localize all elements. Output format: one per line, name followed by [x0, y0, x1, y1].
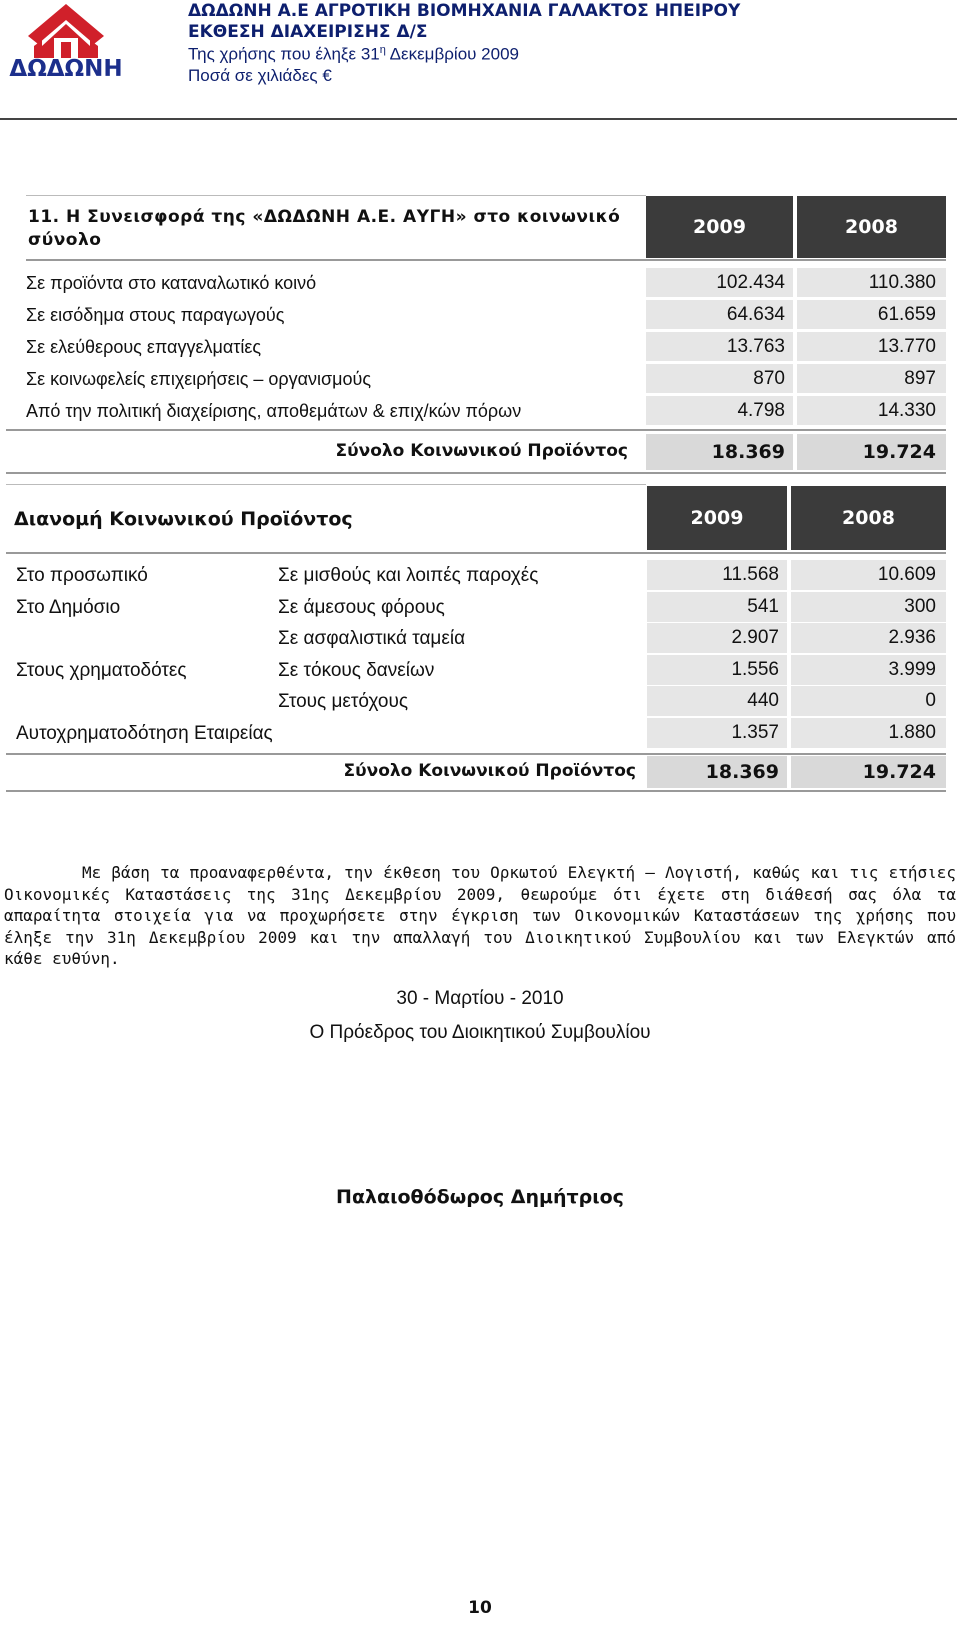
table2-group-label: Στο προσωπικό [16, 565, 148, 586]
table1-value-2009: 13.763 [646, 332, 793, 361]
table2-value-2008: 0 [791, 686, 946, 716]
table1-value-2008: 13.770 [797, 332, 946, 361]
table2-item-label: Σε τόκους δανείων [278, 660, 435, 681]
period-superscript: η [379, 44, 386, 56]
table2-item-label: Σε ασφαλιστικά ταμεία [278, 628, 466, 649]
table2-group-label: Στο Δημόσιο [16, 597, 121, 618]
report-title: ΕΚΘΕΣΗ ΔΙΑΧΕΙΡΙΣΗΣ Δ/Σ [188, 22, 428, 42]
table2-value-2009: 2.907 [647, 623, 787, 653]
table2-top-rule [6, 484, 646, 485]
table1-total-label: Σύνολο Κοινωνικού Προϊόντος [335, 441, 628, 461]
table2-item-label: Σε μισθούς και λοιπές παροχές [278, 565, 539, 586]
header-divider [0, 118, 957, 120]
table1-total-2008: 19.724 [797, 434, 946, 470]
table-row: Από την πολιτική διαχείρισης, αποθεμάτων & επιχ/κών πόρων [26, 401, 522, 421]
table1-value-2008: 14.330 [797, 396, 946, 425]
table2-value-2008: 1.880 [791, 718, 946, 748]
table2-item-label: Στους μετόχους [278, 691, 409, 712]
page-number: 10 [468, 1598, 492, 1618]
logo-wordmark: ΔΩΔΩΝΗ [9, 56, 123, 82]
table2-value-2008: 3.999 [791, 655, 946, 685]
table1-header-rule [26, 259, 946, 261]
table1-value-2008: 110.380 [797, 268, 946, 297]
table2-col-2009: 2009 [647, 486, 787, 550]
table2-total-2008: 19.724 [791, 756, 946, 788]
table2-value-2008: 300 [791, 592, 946, 622]
table1-value-2009: 4.798 [646, 396, 793, 425]
signature-date: 30 - Μαρτίου - 2010 [396, 988, 564, 1009]
table2-title: Διανομή Κοινωνικού Προϊόντος [14, 508, 353, 530]
table1-col-2009: 2009 [646, 196, 793, 258]
table2-total-top-rule [6, 753, 946, 755]
table1-value-2009: 870 [646, 364, 793, 393]
table2-group-label: Αυτοχρηματοδότηση Εταιρείας [16, 723, 273, 744]
table2-value-2009: 541 [647, 592, 787, 622]
signer-name: Παλαιοθόδωρος Δημήτριος [336, 1186, 624, 1208]
currency-note: Ποσά σε χιλιάδες € [188, 66, 332, 85]
table2-value-2008: 2.936 [791, 623, 946, 653]
table2-col-2008: 2008 [791, 486, 946, 550]
company-name: ΔΩΔΩΝΗ Α.Ε ΑΓΡΟΤΙΚΗ ΒΙΟΜΗΧΑΝΙΑ ΓΑΛΑΚΤΟΣ ΗΠΕΙΡΟΥ [188, 1, 741, 21]
table-row: Σε κοινωφελείς επιχειρήσεις – οργανισμούς [26, 369, 372, 389]
table1-value-2008: 61.659 [797, 300, 946, 329]
signer-title: Ο Πρόεδρος του Διοικητικού Συμβουλίου [309, 1022, 651, 1043]
table1-value-2009: 64.634 [646, 300, 793, 329]
table2-bottom-rule [6, 790, 946, 792]
company-logo [6, 2, 124, 84]
table2-total-label: Σύνολο Κοινωνικού Προϊόντος [343, 761, 636, 781]
table2-item-label: Σε άμεσους φόρους [278, 597, 445, 618]
table2-value-2008: 10.609 [791, 560, 946, 590]
table1-value-2009: 102.434 [646, 268, 793, 297]
table1-value-2008: 897 [797, 364, 946, 393]
table-row: Σε προϊόντα στο καταναλωτικό κοινό [26, 273, 317, 293]
period-prefix: Της χρήσης που έληξε 31 [188, 44, 380, 64]
table2-value-2009: 440 [647, 686, 787, 716]
table1-total-2009: 18.369 [646, 434, 793, 470]
period-suffix: Δεκεμβρίου 2009 [385, 44, 519, 64]
table1-col-2008: 2008 [797, 196, 946, 258]
closing-paragraph-text: Με βάση τα προαναφερθέντα, την έκθεση του Ορκωτού Ελεγκτή – Λογιστή, καθώς και τις ετήσιες Οικονομικές Καταστάσεις της 31ης Δεκεμβρίου 2009, θεωρούμε ότι έχετε στη διάθεσή σας όλα τα απαραίτητα στοιχεία για να προχωρήσετε στην έγκριση των Οικονομικών Καταστάσεων της χρήσης που έληξε την 31η Δεκεμβρίου 2009 και την απαλλαγή του Διοικητικού Συμβουλίου και των Ελεγκτών από κάθε ευθύνη. [4, 863, 956, 969]
table2-value-2009: 11.568 [647, 560, 787, 590]
table-row: Σε ελεύθερους επαγγελματίες [26, 337, 262, 357]
table1-title: 11. Η Συνεισφορά της «ΔΩΔΩΝΗ Α.Ε. ΑΥΓΗ» στο κοινωνικό σύνολο [28, 207, 621, 250]
table2-group-label: Στους χρηματοδότες [16, 660, 187, 681]
table1-top-rule [26, 195, 646, 196]
table1-total-top-rule [6, 429, 946, 431]
table2-header-rule [6, 552, 946, 554]
table-row: Σε εισόδημα στους παραγωγούς [26, 305, 285, 325]
report-period [188, 44, 519, 65]
table1-bottom-rule [6, 472, 946, 474]
closing-paragraph [4, 862, 956, 970]
table2-value-2009: 1.556 [647, 655, 787, 685]
table2-total-2009: 18.369 [647, 756, 787, 788]
table2-value-2009: 1.357 [647, 718, 787, 748]
